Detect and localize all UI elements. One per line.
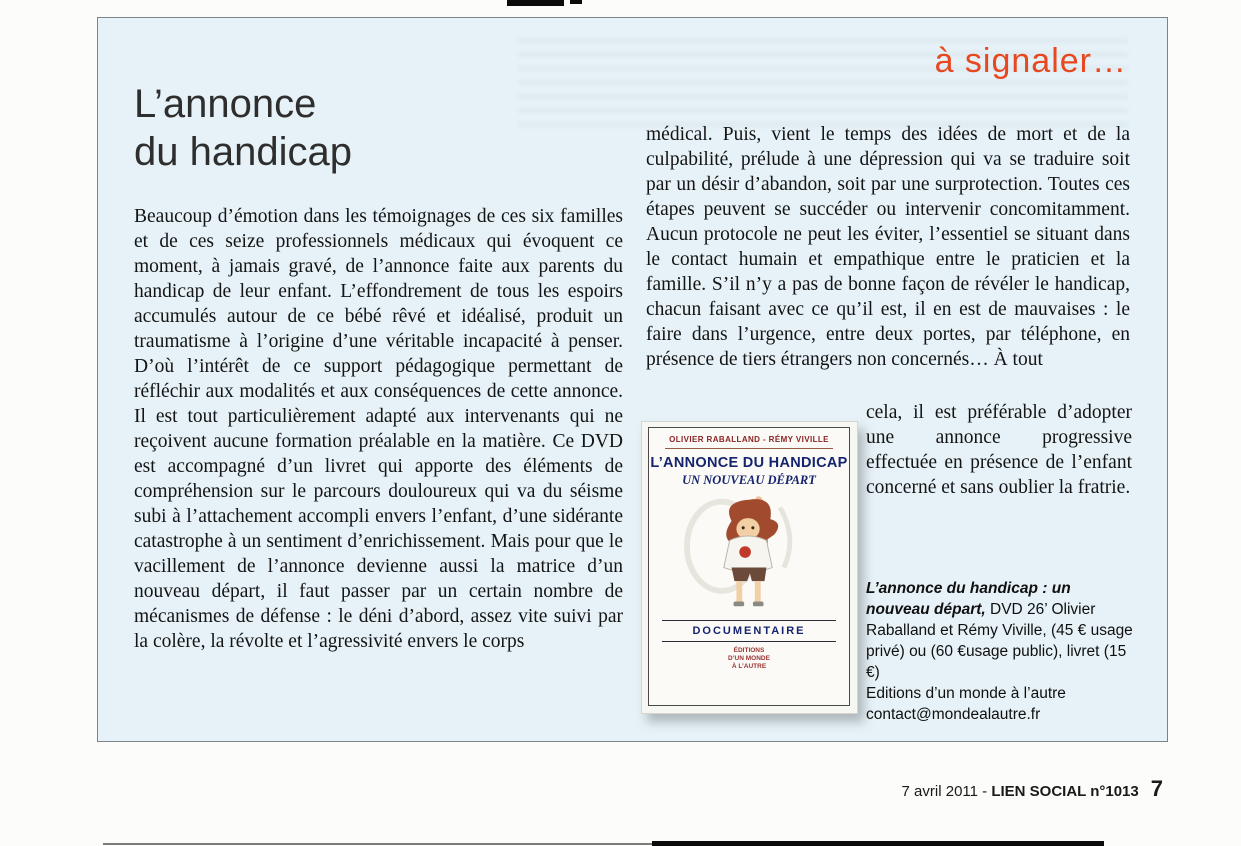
caption-lead: L’annonce du handicap : un nouveau départ, (866, 580, 1071, 618)
caption-contact: contact@mondealautre.fr (866, 706, 1041, 723)
dvd-cover (648, 427, 850, 706)
right-column-wrap-text: cela, il est préférable d’adopter une annonce progressive effectuée en présence de l’enfant concerné et sans oublier la fratrie. (866, 402, 1132, 498)
scan-artifact-bottom (652, 841, 1104, 846)
dvd-publisher-line-3: À L’AUTRE (731, 663, 767, 670)
right-column-text: médical. Puis, vient le temps des idées de mort et de la culpabilité, prélude à une dépression qui va se traduire soit par un désir d’abandon, soit par une surprotection. Toutes ces étapes peuvent se succéder ou intervenir concomitamment. Aucun protocole ne peut les éviter, l’essentiel se situant dans le contact humain et empathique entre le praticien et la famille. S’il n’y a pas de bonne façon de révéler le handicap, chacun faisant avec ce qu’il est, il en est de mauvaises : le faire dans l’urgence, entre deux portes, par téléphone, en présence de tiers étrangers non concernés… À tout (646, 124, 1130, 370)
footer-journal-name: LIEN SOCIAL n°1013 (991, 783, 1139, 800)
article-title-line-2: du handicap (134, 130, 352, 174)
dvd-genre-label: DOCUMENTAIRE (662, 620, 836, 642)
page-number: 7 (1150, 776, 1163, 801)
caption-body: DVD 26’ Olivier Raballand et Rémy Viville, (45 € usage privé) ou (60 €usage public), livret (15 €) (866, 601, 1133, 681)
article-box (97, 17, 1168, 742)
scan-artifact-top (507, 0, 564, 6)
dvd-publisher-logo (649, 647, 849, 671)
section-label: à signaler… (934, 42, 1127, 80)
left-column-text: Beaucoup d’émotion dans les témoignages de ces six familles et de ces seize professionnels médicaux qui évoquent ce moment, à jamais gravé, de l’annonce faite aux parents du handicap de leur enfant. L’effondrement de tous les espoirs accumulés autour de ce bébé rêvé et idéalisé, produit un traumatisme à l’origine d’une véritable incapacité à penser. D’où l’intérêt de ce support pédagogique permettant de réfléchir aux modalités et aux conséquences de cette annonce. Il est tout particulièrement adapté aux intervenants qui ne reçoivent aucune formation préalable en la matière. Ce DVD est accompagné d’un livret qui apporte des éléments de compréhension sur le parcours douloureux qui va du séisme subi à l’attachement accompli envers l’enfant, d’une sidérante catastrophe à un sentiment d’enrichissement. Mais pour que le vacillement de l’annonce devienne aussi la matrice d’un nouveau départ, il faut passer par un certain nombre de mécanismes de défense : le déni d’abord, assez vite suivi par la colère, la révolte et l’agressivité envers le corps (134, 206, 623, 652)
dvd-title: L’ANNONCE DU HANDICAP (650, 455, 848, 471)
caption-publisher: Editions d’un monde à l’autre (866, 685, 1066, 702)
dvd-publisher-line-1: ÉDITIONS (733, 647, 765, 654)
footer-date: 7 avril 2011 - (901, 783, 992, 800)
scan-artifact-bottom-line (103, 843, 652, 845)
dvd-subtitle: UN NOUVEAU DÉPART (682, 473, 816, 487)
dvd-caption (866, 578, 1136, 725)
manga-child-drawing (674, 490, 824, 616)
article-title (134, 80, 352, 176)
dvd-cover-photo (641, 421, 858, 714)
page-footer (902, 776, 1163, 802)
scan-artifact-top-small (570, 0, 582, 4)
dvd-rule-divider (665, 448, 833, 449)
dvd-illustration (649, 488, 849, 618)
caption-paragraph (866, 578, 1136, 683)
article-title-line-1: L’annonce (134, 82, 317, 126)
dvd-publisher-line-2: D’UN MONDE (728, 655, 770, 662)
dvd-authors: OLIVIER RABALLAND - RÉMY VIVILLE (669, 435, 829, 444)
